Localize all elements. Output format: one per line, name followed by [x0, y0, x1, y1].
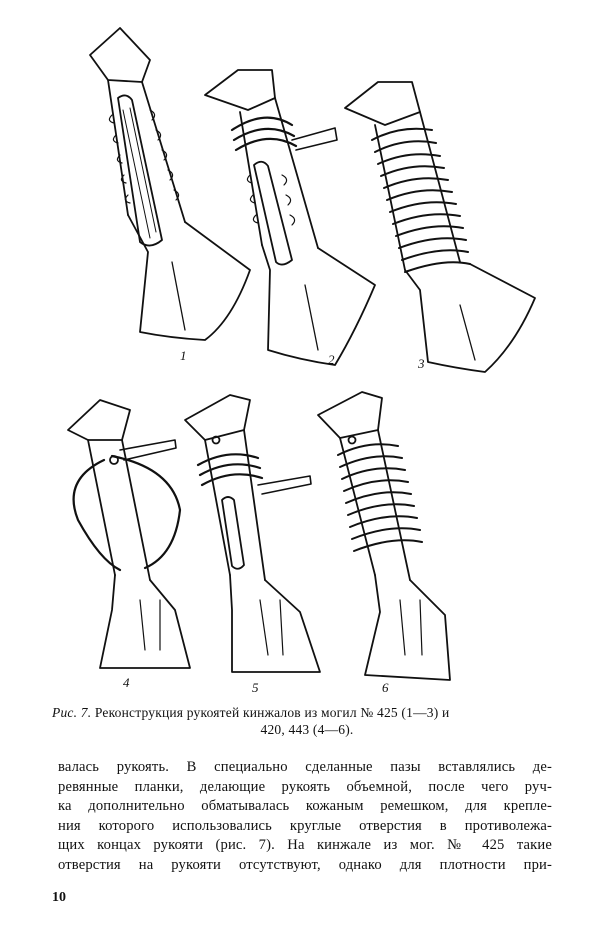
dagger-4: [68, 400, 190, 668]
caption-line-2: 420, 443 (4—6).: [260, 722, 354, 737]
text-line: щих концах рукояти (рис. 7). На кинжале из мог. № 425 такие: [58, 837, 552, 854]
text-line: ревянные планки, делающие рукоять объемной, после чего руч-: [58, 778, 552, 795]
dagger-6: [318, 392, 450, 680]
dagger-3: [345, 82, 535, 372]
page-number: 10: [52, 890, 66, 905]
body-paragraph: [58, 758, 552, 876]
text-line: отверстия на рукояти отсутствуют, однако для плотности при-: [58, 856, 552, 873]
text-line: ния которого использовались круглые отверстия в противолежа-: [58, 817, 552, 834]
figure-label-1: 1: [180, 348, 187, 363]
dagger-1: [90, 28, 250, 340]
text-line: ка дополнительно обматывалась кожаным ремешком, для крепле-: [58, 798, 552, 815]
figure-label-5: 5: [252, 680, 259, 695]
figure-label-6: 6: [382, 680, 389, 695]
figure-caption: [52, 704, 562, 738]
text-line: валась рукоять. В специально сделанные пазы вставлялись де-: [58, 759, 552, 775]
figure-label-3: 3: [418, 356, 425, 371]
caption-prefix: Рис. 7.: [52, 705, 92, 720]
figure-label-4: 4: [123, 675, 130, 690]
dagger-5: [185, 395, 320, 672]
dagger-2: [205, 70, 375, 365]
caption-line-1: Реконструкция рукоятей кинжалов из могил № 425 (1—3) и: [94, 705, 450, 720]
figure-label-2: 2: [328, 352, 335, 367]
